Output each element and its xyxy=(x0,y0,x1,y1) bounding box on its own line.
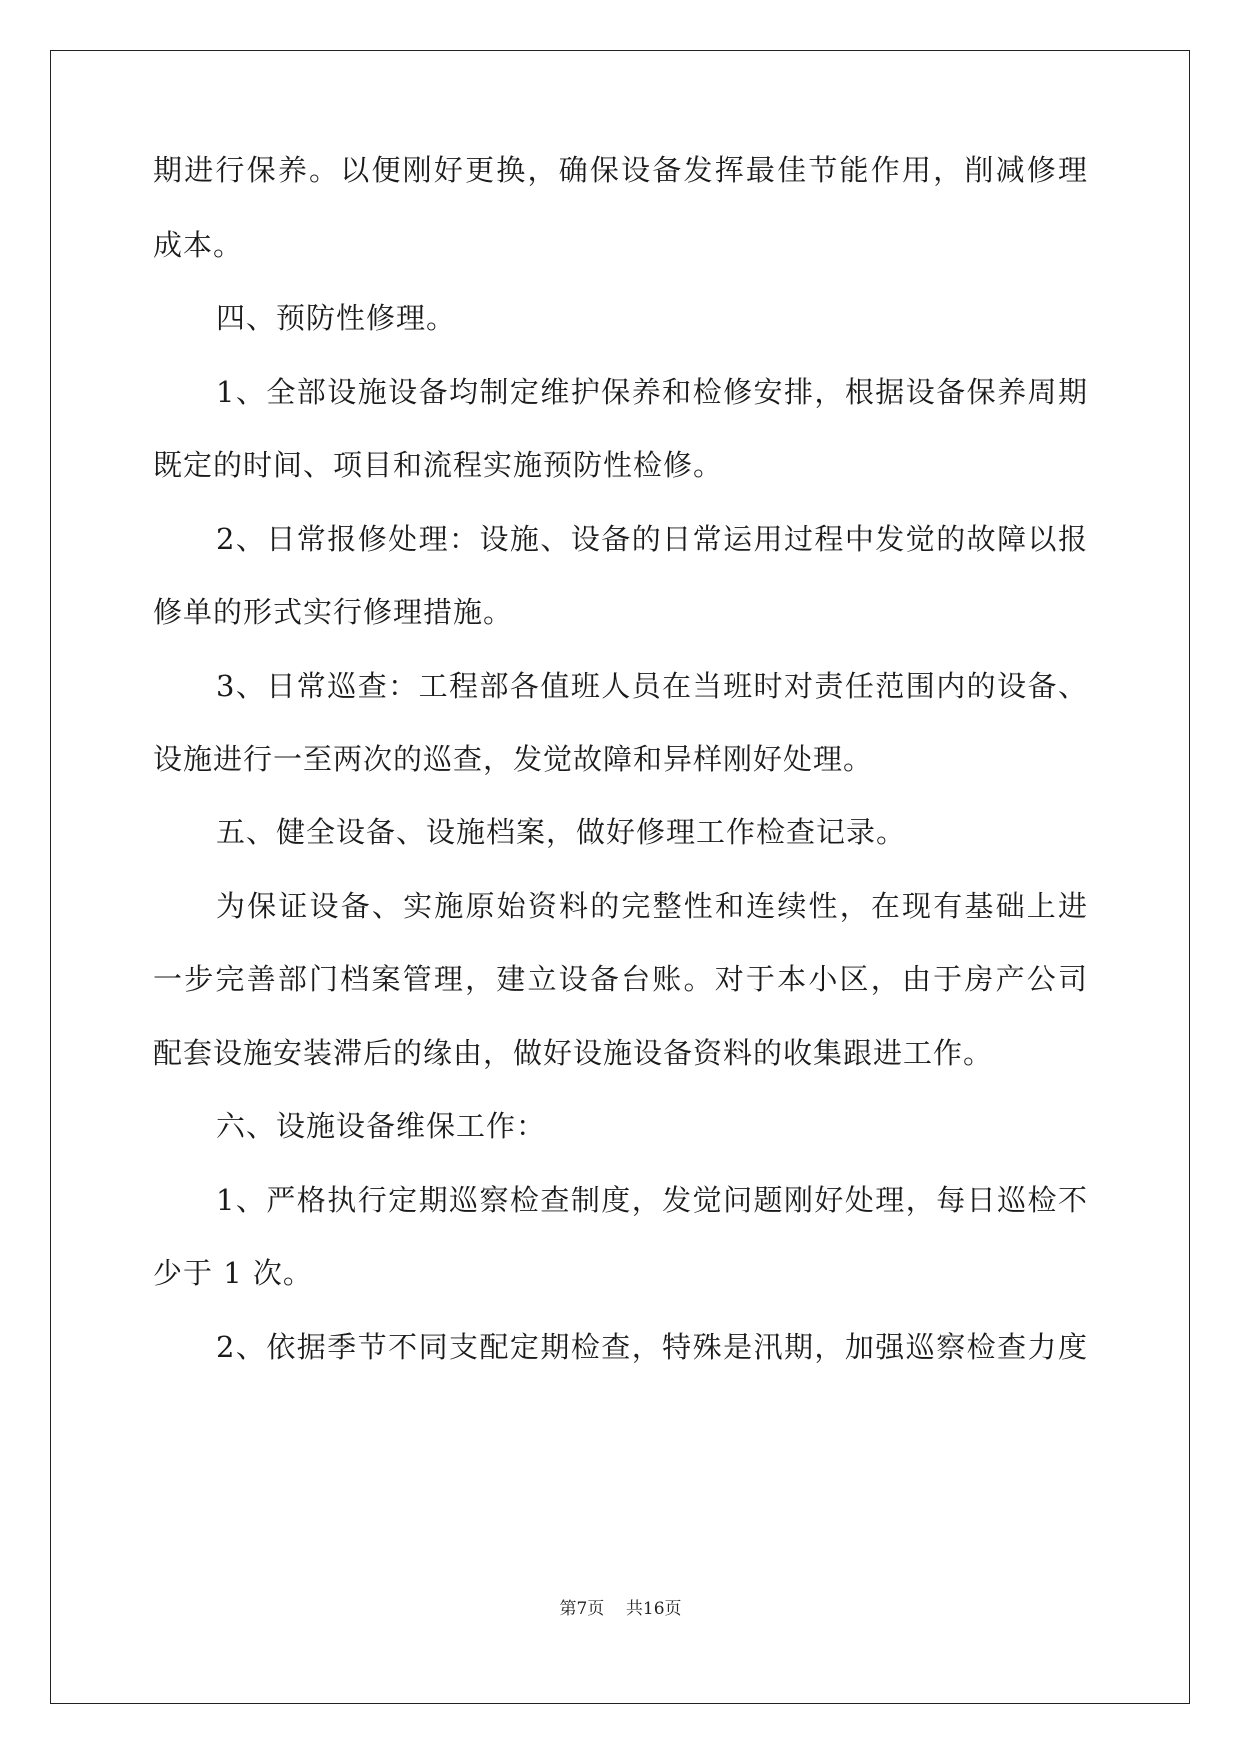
paragraph-line: 2、依据季节不同支配定期检查，特殊是汛期，加强巡察检查力度 xyxy=(216,1330,1088,1364)
paragraph-line: 既定的时间、项目和流程实施预防性检修。 xyxy=(153,448,724,482)
paragraph-line: 设施进行一至两次的巡查，发觉故障和异样刚好处理。 xyxy=(153,742,874,776)
paragraph-line: 少于 1 次。 xyxy=(153,1256,313,1290)
paragraph-line: 1、严格执行定期巡察检查制度，发觉问题刚好处理，每日巡检不 xyxy=(216,1183,1088,1217)
section-heading-6: 六、设施设备维保工作： xyxy=(216,1109,547,1143)
paragraph-line: 成本。 xyxy=(153,228,244,262)
paragraph-line: 为保证设备、实施原始资料的完整性和连续性，在现有基础上进 xyxy=(216,889,1088,923)
page-total: 共16页 xyxy=(625,1599,682,1619)
page-footer xyxy=(0,1597,1241,1621)
section-heading-4: 四、预防性修理。 xyxy=(216,301,457,335)
paragraph-line: 修单的形式实行修理措施。 xyxy=(153,595,514,629)
paragraph-line: 3、日常巡查：工程部各值班人员在当班时对责任范围内的设备、 xyxy=(216,669,1088,703)
paragraph-line: 一步完善部门档案管理，建立设备台账。对于本小区，由于房产公司 xyxy=(153,962,1088,996)
section-heading-5: 五、健全设备、设施档案，做好修理工作检查记录。 xyxy=(216,815,907,849)
page-number: 第7页 xyxy=(559,1599,605,1619)
paragraph-line: 2、日常报修处理：设施、设备的日常运用过程中发觉的故障以报 xyxy=(216,522,1088,556)
paragraph-line: 1、全部设施设备均制定维护保养和检修安排，根据设备保养周期 xyxy=(216,375,1088,409)
paragraph-line: 配套设施安装滞后的缘由，做好设施设备资料的收集跟进工作。 xyxy=(153,1036,994,1070)
paragraph-line: 期进行保养。以便刚好更换，确保设备发挥最佳节能作用，削减修理 xyxy=(153,153,1088,187)
